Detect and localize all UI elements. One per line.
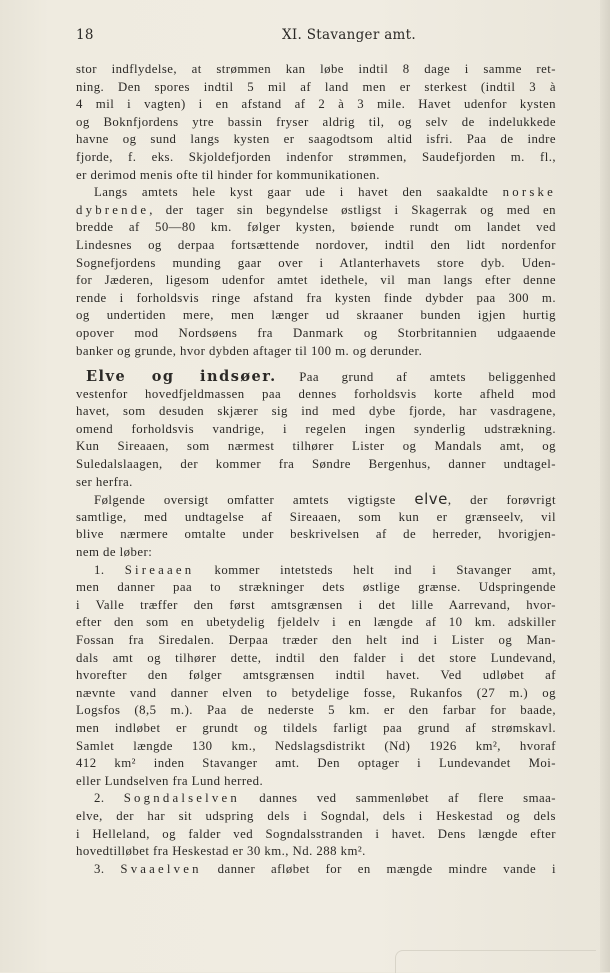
page-header: [76, 27, 556, 47]
text-line: omend forholdsvis vandrige, i regelen ingen synderlig udstrækning.: [76, 421, 556, 436]
text-line: nem de løber:: [76, 545, 153, 560]
emphasis-term: elve: [414, 490, 448, 509]
river-name: Svaaelven: [120, 861, 202, 876]
text-line: elve, der har sit udspring dels i Sogndal, dels i Heskestad og dels: [76, 808, 556, 823]
text-line: Logsfos (8,5 m.). Paa de nederste 5 km. er den farbar for baade,: [76, 703, 556, 718]
text-line: nævnte vand danner elven to betydelige fosse, Rukanfos (27 m.) og: [76, 685, 556, 700]
text-fragment: Langs amtets hele kyst gaar ude i havet den saakaldte: [94, 185, 503, 200]
text-fragment: , der tager sin begyndelse østligst i Skagerrak og med en: [149, 202, 556, 217]
list-number: 1.: [94, 562, 125, 577]
text-line: Sognefjordens munding gaar over i Atlanterhavets store dyb. Uden-: [76, 255, 556, 270]
text-line: men danner paa to strækninger dets østlige grænse. Udspringende: [76, 580, 556, 595]
text-line: og undertiden mere, men længer ud skraaner bunden igjen hurtig: [76, 308, 556, 323]
text-line: ser herfra.: [76, 474, 133, 489]
text-line: Lindesnes og derpaa fortsættende nordover, indtil den lidt nordenfor: [76, 237, 556, 252]
text-line: havne og sund langs kysten er saagodtsom altid isfri. Paa de indre: [76, 132, 556, 147]
text-line: 4 mil i vagten) i en afstand af 2 à 3 mile. Havet udenfor kysten: [76, 97, 556, 112]
river-name: Sireaaen: [124, 562, 195, 577]
text-line: blive nærmere omtalte under beskrivelsen af de herreder, hvorigjen-: [76, 527, 556, 542]
text-line: hovedtilløbet fra Heskestad er 30 km., Nd. 288 km².: [76, 844, 366, 859]
text-fragment: dannes ved sammenløbet af flere smaa-: [239, 791, 556, 806]
text-line: 412 km² inden Stavanger amt. Den optager i Lundevandet Moi-: [76, 756, 556, 771]
text-line: vestenfor hovedfjeldmassen paa dennes forholdsvis korte afheld mod: [76, 386, 556, 401]
text-line: Kun Sireaaen, som nærmest tilhører Lister og Mandals amt, og: [76, 439, 556, 454]
text-line: [76, 202, 556, 220]
text-line: for Jæderen, ligesom udenfor amtet idethele, vil man langs efter denne: [76, 273, 556, 288]
text-fragment: Følgende oversigt omfatter amtets vigtigste: [94, 493, 415, 508]
text-line: opover mod Nordsøens fra Danmark og Storbritannien udgaaende: [76, 325, 556, 340]
spaced-term: dybrende: [76, 202, 150, 217]
spaced-term: norske: [502, 185, 556, 200]
text-line: samtlige, med undtagelse af Sireaaen, som kun er grænseelv, vil: [76, 509, 556, 524]
section-first-line: [76, 368, 556, 386]
page-edge: [600, 0, 610, 972]
list-number: 3.: [94, 861, 121, 876]
page-number: 18: [76, 27, 94, 43]
text-line: Fossan fra Siredalen. Derpaa træder den helt ind i Lister og Man-: [76, 633, 556, 647]
text-line: [76, 184, 556, 202]
text-fragment: danner afløbet for en mængde mindre vande i: [201, 861, 556, 876]
text-line: stor indflydelse, at strømmen kan løbe indtil 8 dage i samme ret-: [76, 62, 556, 76]
text-line: [76, 790, 556, 808]
text-fragment: Paa grund af amtets beliggenhed: [276, 370, 556, 385]
body-text: [76, 61, 556, 878]
text-line: havet, som desuden skjærer sig ind med dybe fjorde, har vasdragene,: [76, 404, 556, 419]
text-line: efter den som en ubetydelig fjeldelv i en længde af 10 km. adskiller: [76, 615, 556, 630]
text-line: fjorde, f. eks. Skjoldefjorden indenfor strømmen, Saudefjorden m. fl.,: [76, 149, 556, 164]
text-line: [76, 861, 556, 879]
text-line: i Helleland, og falder ved Sogndalsstranden i havet. Dens længde efter: [76, 826, 556, 841]
running-title: XI. Stavanger amt.: [282, 27, 416, 43]
text-line: banker og grunde, hvor dybden aftager til 100 m. og derunder.: [76, 343, 423, 358]
section-gap: [76, 360, 556, 368]
text-line: men indløbet er grundt og tildels farligt paa grund af strømskavl.: [76, 720, 556, 735]
text-line: eller Lundselven fra Lund herred.: [76, 773, 264, 788]
text-line: Suledalslaagen, der kommer fra Søndre Bergenhus, danner undtagel-: [76, 457, 556, 472]
text-line: [76, 562, 556, 580]
text-line: i Valle træffer den først amtsgrænsen i det lille Aarrevand, hvor-: [76, 597, 556, 612]
text-fragment: kommer intetsteds helt ind i Stavanger amt,: [194, 562, 556, 577]
river-name: Sogndalselven: [123, 791, 240, 806]
text-line: bredde af 50—80 km. følger kysten, bøiende rundt om landet ved: [76, 220, 556, 235]
text-fragment: , der forøvrigt: [447, 493, 556, 508]
text-line: ning. Den spores indtil 5 mil af land men er sterkest (indtil 3 à: [76, 79, 556, 94]
text-line: Samlet længde 130 km., Nedslagsdistrikt (Nd) 1926 km², hvoraf: [76, 738, 556, 753]
section-heading: Elve og indsøer.: [86, 368, 277, 386]
text-line: og Boknfjordens ytre bassin fryser aldrig til, og selv de indelukkede: [76, 114, 556, 129]
scan-artifact: [395, 950, 596, 973]
text-line: [76, 491, 556, 509]
text-line: dals amt og tilhører dette, indtil den falder i det store Lundevand,: [76, 650, 556, 665]
text-line: hvorefter den følger amtsgrænsen indtil havet. Ved udløbet af: [76, 668, 556, 683]
text-line: er derimod menis ofte til hinder for kommunikationen.: [76, 167, 380, 182]
list-number: 2.: [94, 791, 124, 806]
text-line: rende i forholdsvis ringe afstand fra kysten finde dybder paa 300 m.: [76, 290, 556, 305]
